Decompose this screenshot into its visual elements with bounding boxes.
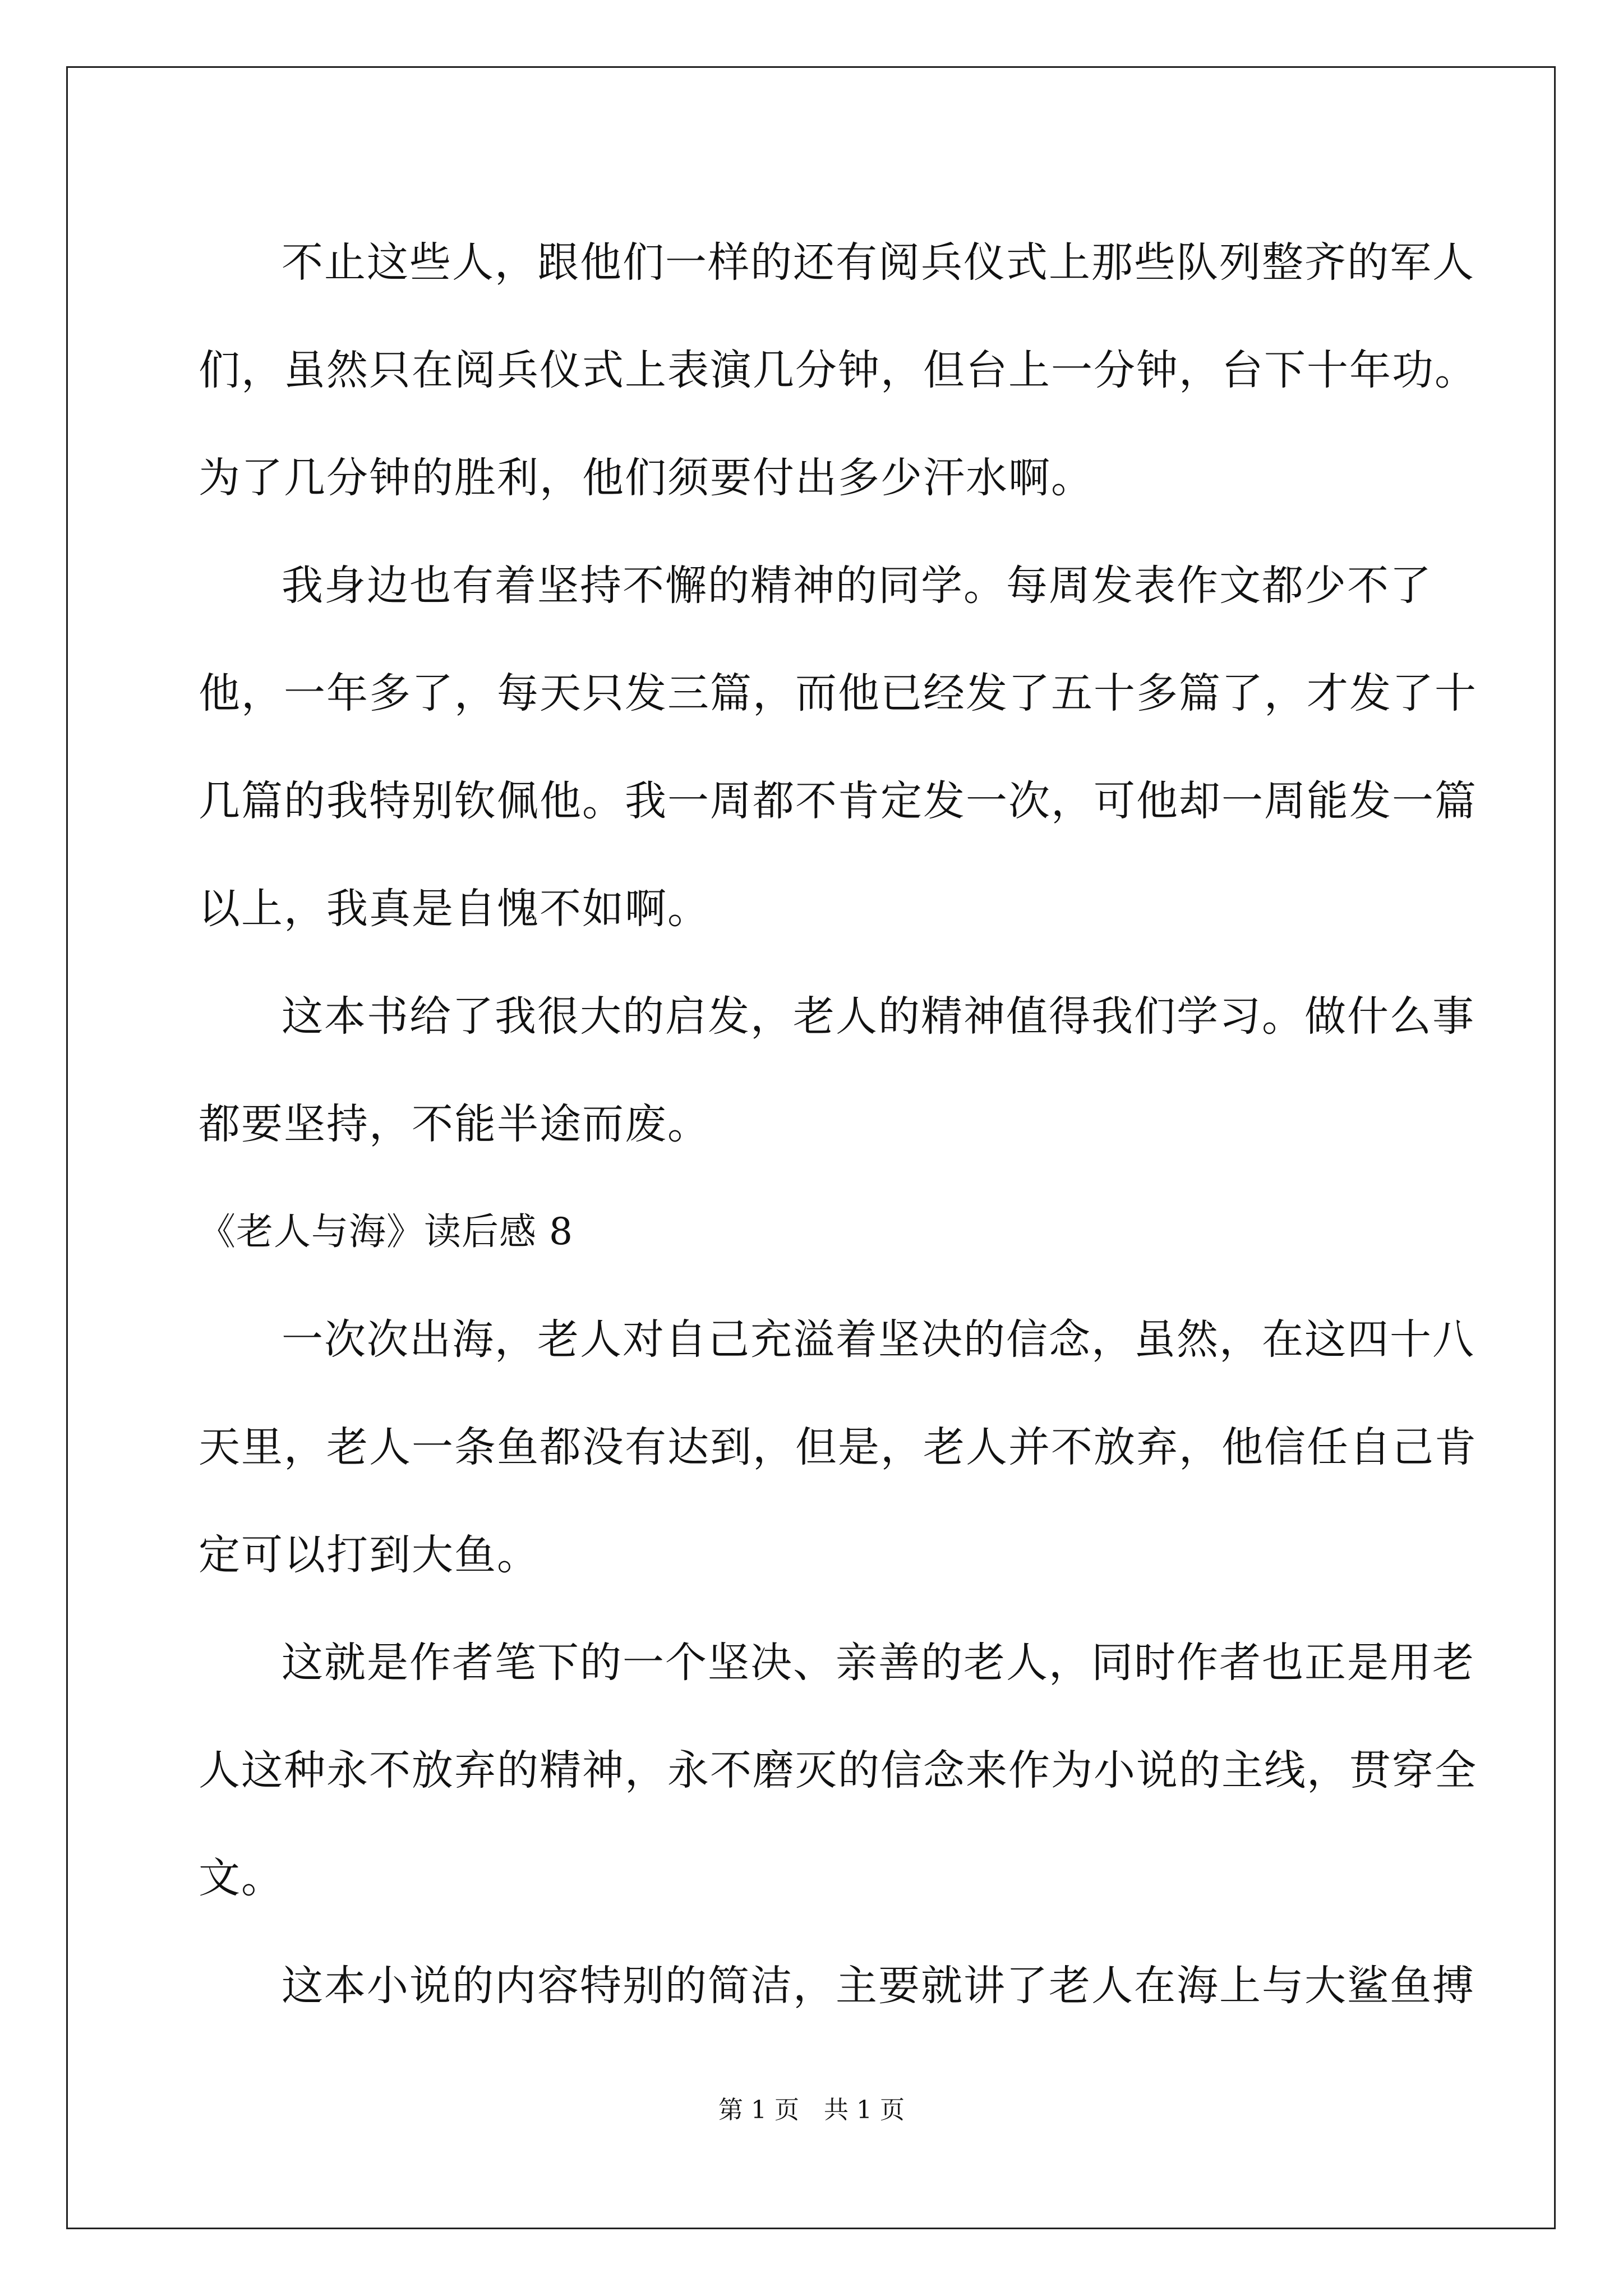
paragraph: 这本小说的内容特别的简洁，主要就讲了老人在海上与大鲨鱼搏	[282, 1962, 1475, 2010]
paragraph: 不止这些人，跟他们一样的还有阅兵仪式上那些队列整齐的军人们，虽然只在阅兵仪式上表演几分钟，但台上一分钟，台下十年功。为了几分钟的胜利，他们须要付出多少汗水啊。	[199, 238, 1477, 502]
page-footer: 第 1 页 共 1 页	[718, 2096, 905, 2124]
paragraph: 这本书给了我很大的启发，老人的精神值得我们学习。做什么事都要坚持，不能半途而废。	[199, 992, 1475, 1148]
paragraph: 这就是作者笔下的一个坚决、亲善的老人，同时作者也正是用老人这种永不放弃的精神，永不磨灭的信念来作为小说的主线，贯穿全文。	[199, 1639, 1477, 1902]
paragraph: 一次次出海，老人对自己充溢着坚决的信念，虽然，在这四十八天里，老人一条鱼都没有达到，但是，老人并不放弃，他信任自己肯定可以打到大鱼。	[199, 1315, 1477, 1579]
document-body	[199, 209, 1477, 2040]
paragraph: 我身边也有着坚持不懈的精神的同学。每周发表作文都少不了他，一年多了，每天只发三篇，而他已经发了五十多篇了，才发了十几篇的我特别钦佩他。我一周都不肯定发一次，可他却一周能发一篇以上，我真是自愧不如啊。	[199, 562, 1477, 933]
section-heading: 《老人与海》读后感 8	[199, 1210, 573, 1253]
